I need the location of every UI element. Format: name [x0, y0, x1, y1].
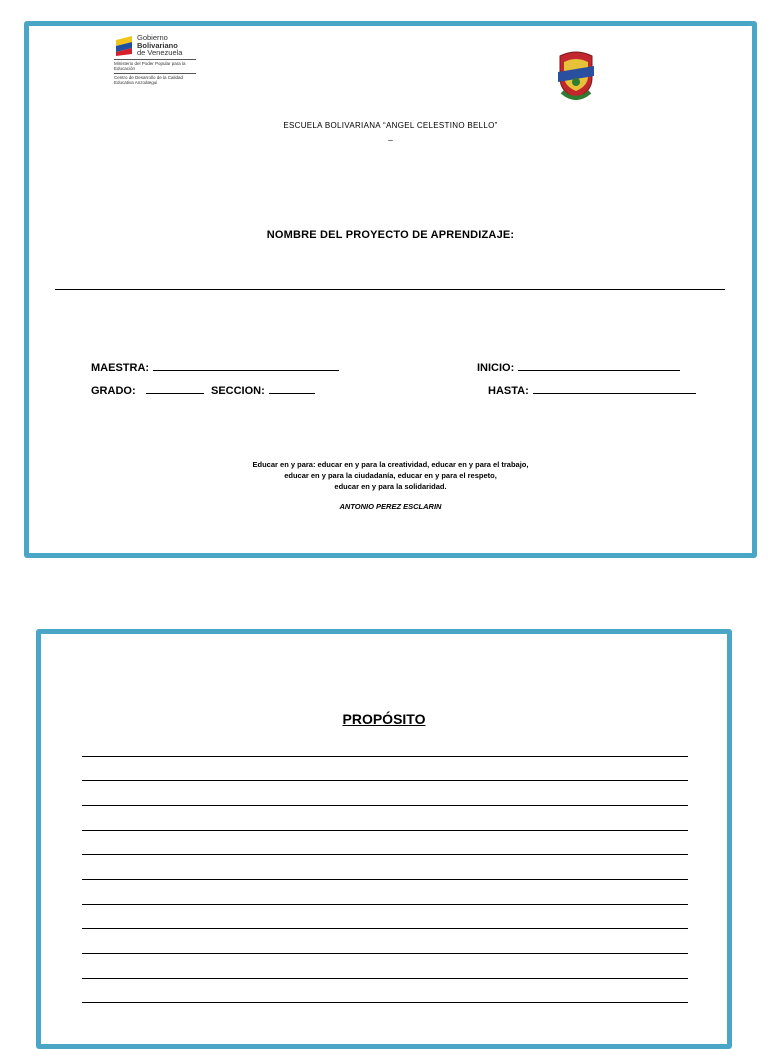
writing-line[interactable]	[82, 1002, 688, 1003]
writing-line[interactable]	[82, 854, 688, 855]
quote-author: ANTONIO PEREZ ESCLARIN	[339, 502, 442, 511]
venezuela-flag-icon	[114, 34, 134, 56]
writing-line[interactable]	[82, 879, 688, 880]
inicio-field[interactable]: INICIO:	[477, 362, 680, 374]
government-logo	[114, 34, 196, 85]
school-emblem-icon	[556, 48, 596, 104]
center-text: Centro de Desarrollo de la Calidad Educativa Anzoátegui	[114, 74, 184, 85]
ministry-text: Ministerio del Poder Popular para la Educación	[114, 60, 186, 71]
grado-field[interactable]: GRADO:	[91, 385, 204, 397]
maestra-field[interactable]: MAESTRA:	[91, 362, 339, 374]
project-title: NOMBRE DEL PROYECTO DE APRENDIZAJE:	[266, 229, 515, 241]
gov-name: Gobierno Bolivariano de Venezuela	[137, 33, 183, 57]
writing-line[interactable]	[82, 756, 688, 757]
writing-line[interactable]	[82, 978, 688, 979]
writing-line[interactable]	[82, 953, 688, 954]
writing-line[interactable]	[82, 904, 688, 905]
writing-line[interactable]	[82, 805, 688, 806]
school-dash: _	[388, 132, 393, 141]
writing-line[interactable]	[82, 830, 688, 831]
hasta-field[interactable]: HASTA:	[488, 385, 696, 397]
cover-card	[24, 21, 757, 558]
purpose-card	[36, 629, 732, 1049]
writing-line[interactable]	[82, 928, 688, 929]
school-name: ESCUELA BOLIVARIANA “ANGEL CELESTINO BELLO”	[283, 121, 498, 130]
project-name-line[interactable]	[55, 289, 725, 290]
writing-line[interactable]	[82, 780, 688, 781]
seccion-field[interactable]: SECCION:	[211, 385, 315, 397]
quote: Educar en y para: educar en y para la creatividad, educar en y para el trabajo, educar en y para la ciudadanía, educar en y para el respeto, educar en y para la solidaridad.	[252, 460, 529, 491]
purpose-title: PROPÓSITO	[342, 711, 426, 727]
